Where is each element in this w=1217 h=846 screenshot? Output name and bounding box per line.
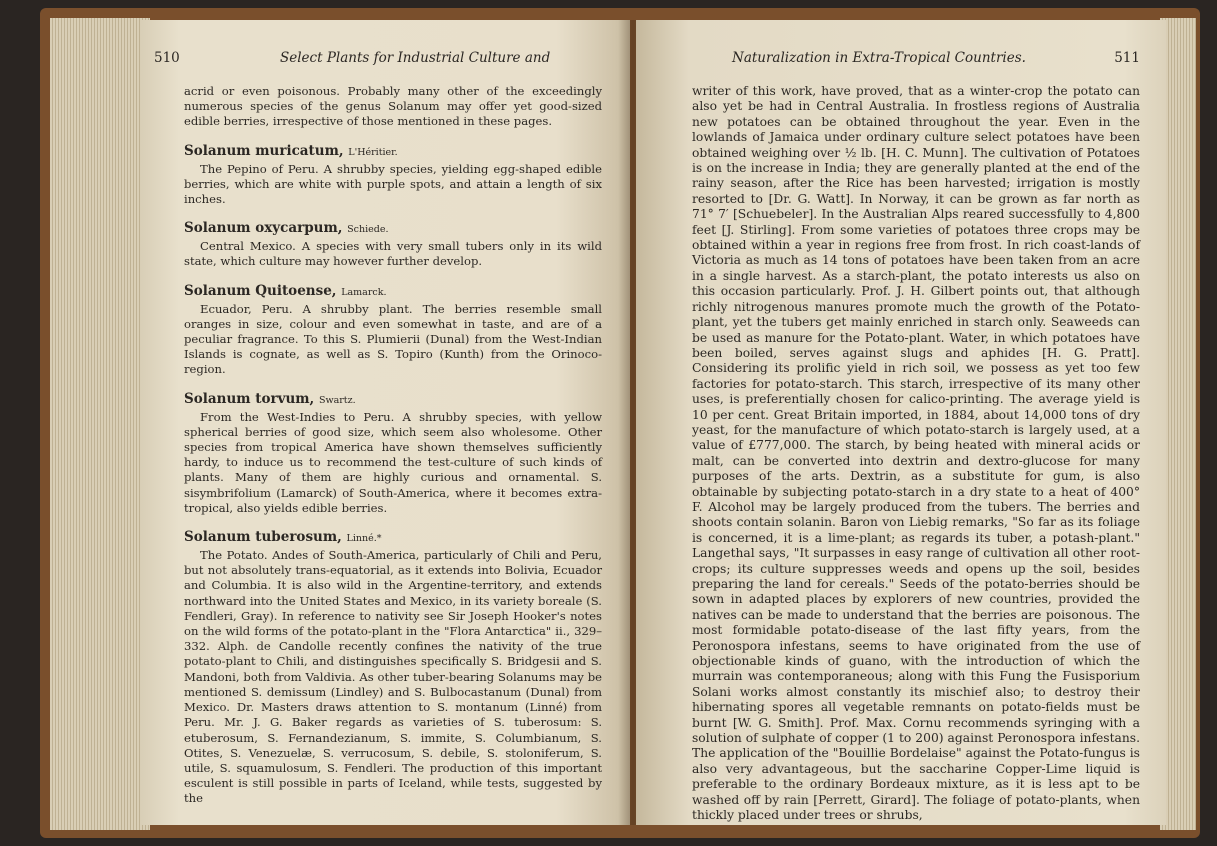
page-edges-left — [50, 18, 150, 830]
species-description: Central Mexico. A species with very small tubers only in its wild state, which culture may however further develop. — [184, 239, 602, 269]
left-running-head — [154, 50, 602, 72]
right-page-number: 511 — [1114, 50, 1140, 66]
species-heading: Solanum oxycarpum, Schiede. — [184, 220, 389, 237]
right-running-head — [692, 50, 1140, 72]
species-description: The Pepino of Peru. A shrubby species, yielding egg-shaped edible berries, which are white with purple spots, and attain a length of six inches. — [184, 161, 602, 207]
species-description: The Potato. Andes of South-America, particularly of Chili and Peru, but not absolutely trans-equatorial, as it extends into Bolivia, Ecuador and Columbia. It is also wild in the Argentine-territory, and extends northward into the United States and Mexico, in its variety boreale (S. Fendleri, Gray). In reference to nativity see Sir Joseph Hooker's notes on the wild forms of the potato-plant in the "Flora Antarctica" ii., 329–332. Alph. de Candolle recently confines the nativity of the true potato-plant to Chili, and distinguishes specifically S. Bridgesii and S. Mandoni, both from Valdivia. As other tuber-bearing Solanums may be mentioned S. demissum (Lindley) and S. Bulbocastanum (Dunal) from Mexico. Dr. Masters draws attention to S. montanum (Linné) from Peru. Mr. J. G. Baker regards as varieties of S. tuberosum: S. etuberosum, S. Fernandezianum, S. immite, S. Columbianum, S. Otites, S. Venezuelæ, S. verrucosum, S. debile, S. stoloniferum, S. utile, S. squamulosum, S. Fendleri. The production of this important esculent is still possible in parts of Iceland, while tests, suggested by the — [184, 548, 602, 806]
right-page — [636, 20, 1166, 825]
species-heading: Solanum torvum, Swartz. — [184, 390, 356, 407]
species-heading: Solanum Quitoense, Lamarck. — [184, 282, 387, 299]
species-heading: Solanum muricatum, L'Héritier. — [184, 142, 398, 159]
right-body-text: writer of this work, have proved, that as a winter-crop the potato can also yet be had in Central Australia. In frostless regions of Australia new potatoes can be obtained throughout the year. Even in the lowlands of Jamaica under ordinary culture select potatoes have been obtained weighing over ½ lb. [H. C. Munn]. The cultivation of Potatoes is on the increase in India; they are generally planted at the end of the rainy season, after the Rice has been harvested; irrigation is mostly resorted to [Dr. G. Watt]. In Norway, it can be grown as far north as 71° 7′ [Schuebeler]. In the Australian Alps reared successfully to 4,800 feet [J. Stirling]. From some varieties of potatoes three crops may be obtained within a year in regions free from frost. In rich coast-lands of Victoria as much as 14 tons of potatoes have been taken from an acre in a single harvest. As a starch-plant, the potato interests us also on this occasion particularly. Prof. J. H. Gilbert points out, that although richly nitrogenous manures promote much the growth of the Potato-plant, yet the tubers get mainly enriched in starch only. Seaweeds can be used as manure for the Potato-plant. Water, in which potatoes have been boiled, serves against slugs and aphides [H. G. Pratt]. Considering its prolific yield in rich soil, we possess as yet too few factories for potato-starch. This starch, irrespective of its many other uses, is preferentially chosen for calico-printing. The average yield is 10 per cent. Great Britain imported, in 1884, about 14,000 tons of dry yeast, for the manufacture of which potato-starch is largely used, at a value of £777,000. The starch, by being heated with mineral acids or malt, can be converted into dextrin and dextro-glucose for many purposes of the arts. Dextrin, as a substitute for gum, is also obtainable by subjecting potato-starch in a dry state to a heat of 400° F. Alcohol may be largely produced from the tubers. The berries and shoots contain solanin. Baron von Liebig remarks, "So far as its foliage is concerned, it is a lime-plant; as regards its tuber, a potash-plant." Langethal says, "It surpasses in easy range of cultivation all other root-crops; its culture suppresses weeds and opens up the soil, besides preparing the land for cereals." Seeds of the potato-berries should be sown in adapted places by explorers of new countries, provided the natives can be made to understand that the berries are poisonous. The most formidable potato-disease of the last fifty years, from the Peronospora infestans, seems to have originated from the use of objectionable kinds of guano, with the introduction of which the murrain was contemporaneous; along with this Fung the Fusisporium Solani works almost constantly its mischief also; to destroy their hibernating spores all vegetable remnants on potato-fields must be burnt [W. G. Smith]. Prof. Max. Cornu recommends syringing with a solution of sulphate of copper (1 to 200) against Peronospora infestans. The application of the "Bouillie Bordelaise" against the Potato-fungus is also very advantageous, but the saccharine Copper-Lime liquid is preferable to the ordinary Bordeaux mixture, as it is less apt to be washed off by rain [Perrett, Girard]. The foliage of potato-plants, when thickly placed under trees or shrubs, — [692, 84, 1140, 823]
species-description: Ecuador, Peru. A shrubby plant. The berries resemble small oranges in size, colour and even somewhat in taste, and are of a peculiar fragrance. To this S. Plumierii (Dunal) from the West-Indian Islands is cognate, as well as S. Topiro (Kunth) from the Orinoco-region. — [184, 301, 602, 377]
species-entry — [184, 391, 602, 516]
left-page — [140, 20, 630, 825]
left-intro-paragraph: acrid or even poisonous. Probably many other of the exceedingly numerous species of the genus Solanum may offer yet good-sized edible berries, irrespective of those mentioned in these pages. — [184, 84, 602, 129]
species-entry — [184, 220, 602, 269]
species-entry — [184, 143, 602, 208]
left-page-number: 510 — [154, 50, 180, 66]
right-running-title: Naturalization in Extra-Tropical Countries. — [732, 50, 1026, 66]
species-entry — [184, 529, 602, 806]
species-heading: Solanum tuberosum, Linné.* — [184, 529, 382, 546]
left-running-title: Select Plants for Industrial Culture and — [280, 50, 551, 66]
species-entry — [184, 283, 602, 378]
species-description: From the West-Indies to Peru. A shrubby species, with yellow spherical berries of good size, which seem also wholesome. Other species from tropical America have shown themselves sufficiently hardy, to induce us to recommend the test-culture of such kinds of plants. Many of them are highly curious and ornamental. S. sisymbrifolium (Lamarck) of South-America, where it becomes extra-tropical, also yields edible berries. — [184, 409, 602, 515]
